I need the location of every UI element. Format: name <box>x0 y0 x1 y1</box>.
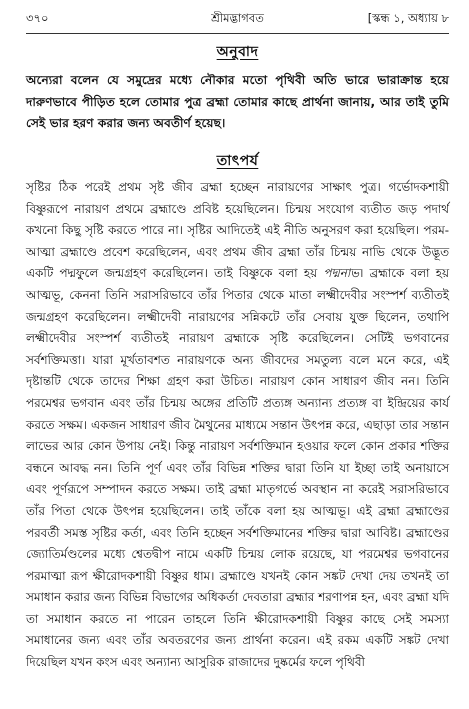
purport-text-part-2: । ব্রহ্মাকে বলা হয় আত্মভূ, কেননা তিনি সরাসরিভাবে তাঁর পিতার থেকে মাতা লক্ষ্মীদেবীর সংস্পর্শ ব্যতীতই জন্মগ্রহণ করেছিলেন। লক্ষ্মীদেবী নারায়ণের সন্নিকটে তাঁর সেবায় যুক্ত ছিলেন, তথাপি লক্ষ্মীদেবীর সংস্পর্শ ব্যতীতই নারায়ণ ব্রহ্মাকে সৃষ্টি করেছিলেন। সেটিই ভগবানের সর্বশক্তিমত্তা। যারা মূর্খতাবশত নারায়ণকে অন্য জীবদের সমতুল্য বলে মনে করে, এই দৃষ্টান্তটি থেকে তাদের শিক্ষা গ্রহণ করা উচিত। নারায়ণ কোন সাধারণ জীব নন। তিনি পরমেশ্বর ভগবান এবং তাঁর চিন্ময় অঙ্গের প্রতিটি প্রত্যঙ্গ অন্যান্য প্রত্যঙ্গ বা ইন্দ্রিয়ের কার্য করতে সক্ষম। একজন সাধারণ জীব মৈথুনের মাধ্যমে সন্তান উৎপন্ন করে, এছাড়া তার সন্তান লাভের আর কোন উপায় নেই। কিন্তু নারায়ণ সর্বশক্তিমান হওয়ার ফলে কোন প্রকার শক্তির বন্ধনে আবদ্ধ নন। তিনি পূর্ণ এবং তাঁর বিভিন্ন শক্তির দ্বারা তিনি যা ইচ্ছা তাই অনায়াসে এবং পূর্ণরূপে সম্পাদন করতে সক্ষম। তাই ব্রহ্মা মাতৃগর্ভে অবস্থান না করেই সরাসরিভাবে তাঁর পিতা থেকে উৎপন্ন হয়েছিলেন। তাই তাঁকে বলা হয় আত্মভূ। এই ব্রহ্মা ব্রহ্মাণ্ডের পরবর্তী সমস্ত সৃষ্টির কর্তা, এবং তিনি হচ্ছেন সর্বশক্তিমানের শক্তির দ্বারা আবিষ্ট। ব্রহ্মাণ্ডের জ্যোতির্মণ্ডলের মধ্যে শ্বেতদ্বীপ নামে একটি চিন্ময় লোক রয়েছে, যা পরমেশ্বর ভগবানের পরমাত্মা রূপ ক্ষীরোদকশায়ী বিষ্ণুর ধাম। ব্রহ্মাণ্ডে যখনই কোন সঙ্কট দেখা দেয় তখনই তা সমাধান করার জন্য বিভিন্ন বিভাগের অধিকর্তা দেবতারা ব্রহ্মার শরণাপন্ন হন, এবং ব্রহ্মা যদি তা সমাধান করতে না পারেন তাহলে তিনি ক্ষীরোদকশায়ী বিষ্ণুর কাছে সেই সমস্যা সমাধানের জন্য এবং তাঁর অবতরণের জন্য প্রার্থনা করেন। এই রকম একটি সঙ্কট দেখা দিয়েছিল যখন কংস এবং অন্যান্য আসুরিক রাজাদের দুষ্কর্মের ফলে পৃথিবী <box>26 266 450 670</box>
purport-italic-term: পদ্মনাভ <box>323 266 360 281</box>
section-label: [স্কন্ধ ১, অধ্যায় ৮ <box>367 10 449 25</box>
translation-text: অন্যেরা বলেন যে সমুদ্রের মধ্যে নৌকার মতো পৃথিবী অতি ভারে ভারাক্রান্ত হয়ে দারুণভাবে পীড়িত হলে তোমার পুত্র ব্রহ্মা তোমার কাছে প্রার্থনা জানায়, আর তাই তুমি সেই ভার হরণ করার জন্য অবতীর্ণ হয়েছ। <box>26 73 449 130</box>
translation-heading: অনুবাদ <box>216 44 259 60</box>
purport-text <box>26 177 449 674</box>
book-title: শ্রীমদ্ভাগবত <box>211 10 264 25</box>
purport-text-part-1: সৃষ্টির ঠিক পরেই প্রথম সৃষ্ট জীব ব্রহ্মা হচ্ছেন নারায়ণের সাক্ষাৎ পুত্র। গর্ভোদকশায়ী বিষ্ণুরূপে নারায়ণ প্রথমে ব্রহ্মাণ্ডে প্রবিষ্ট হয়েছিলেন। চিন্ময় সংযোগ ব্যতীত জড় পদার্থ কখনো কিছু সৃষ্টি করতে পারে না। সৃষ্টির আদিতেই এই নীতি অনুসরণ করা হয়েছিল। পরম-আত্মা ব্রহ্মাণ্ডে প্রবেশ করেছিলেন, এবং প্রথম জীব ব্রহ্মা তাঁর চিন্ময় নাভি থেকে উদ্ভূত একটি পদ্মফুলে জন্মগ্রহণ করেছিলেন। তাই বিষ্ণুকে বলা হয় <box>26 180 449 281</box>
page-header <box>26 6 449 32</box>
page-number: ৩৭০ <box>26 10 49 25</box>
translation-section <box>26 40 449 135</box>
purport-heading: তাৎপর্য <box>216 153 259 169</box>
header-rule <box>26 33 449 34</box>
purport-section <box>26 149 449 674</box>
